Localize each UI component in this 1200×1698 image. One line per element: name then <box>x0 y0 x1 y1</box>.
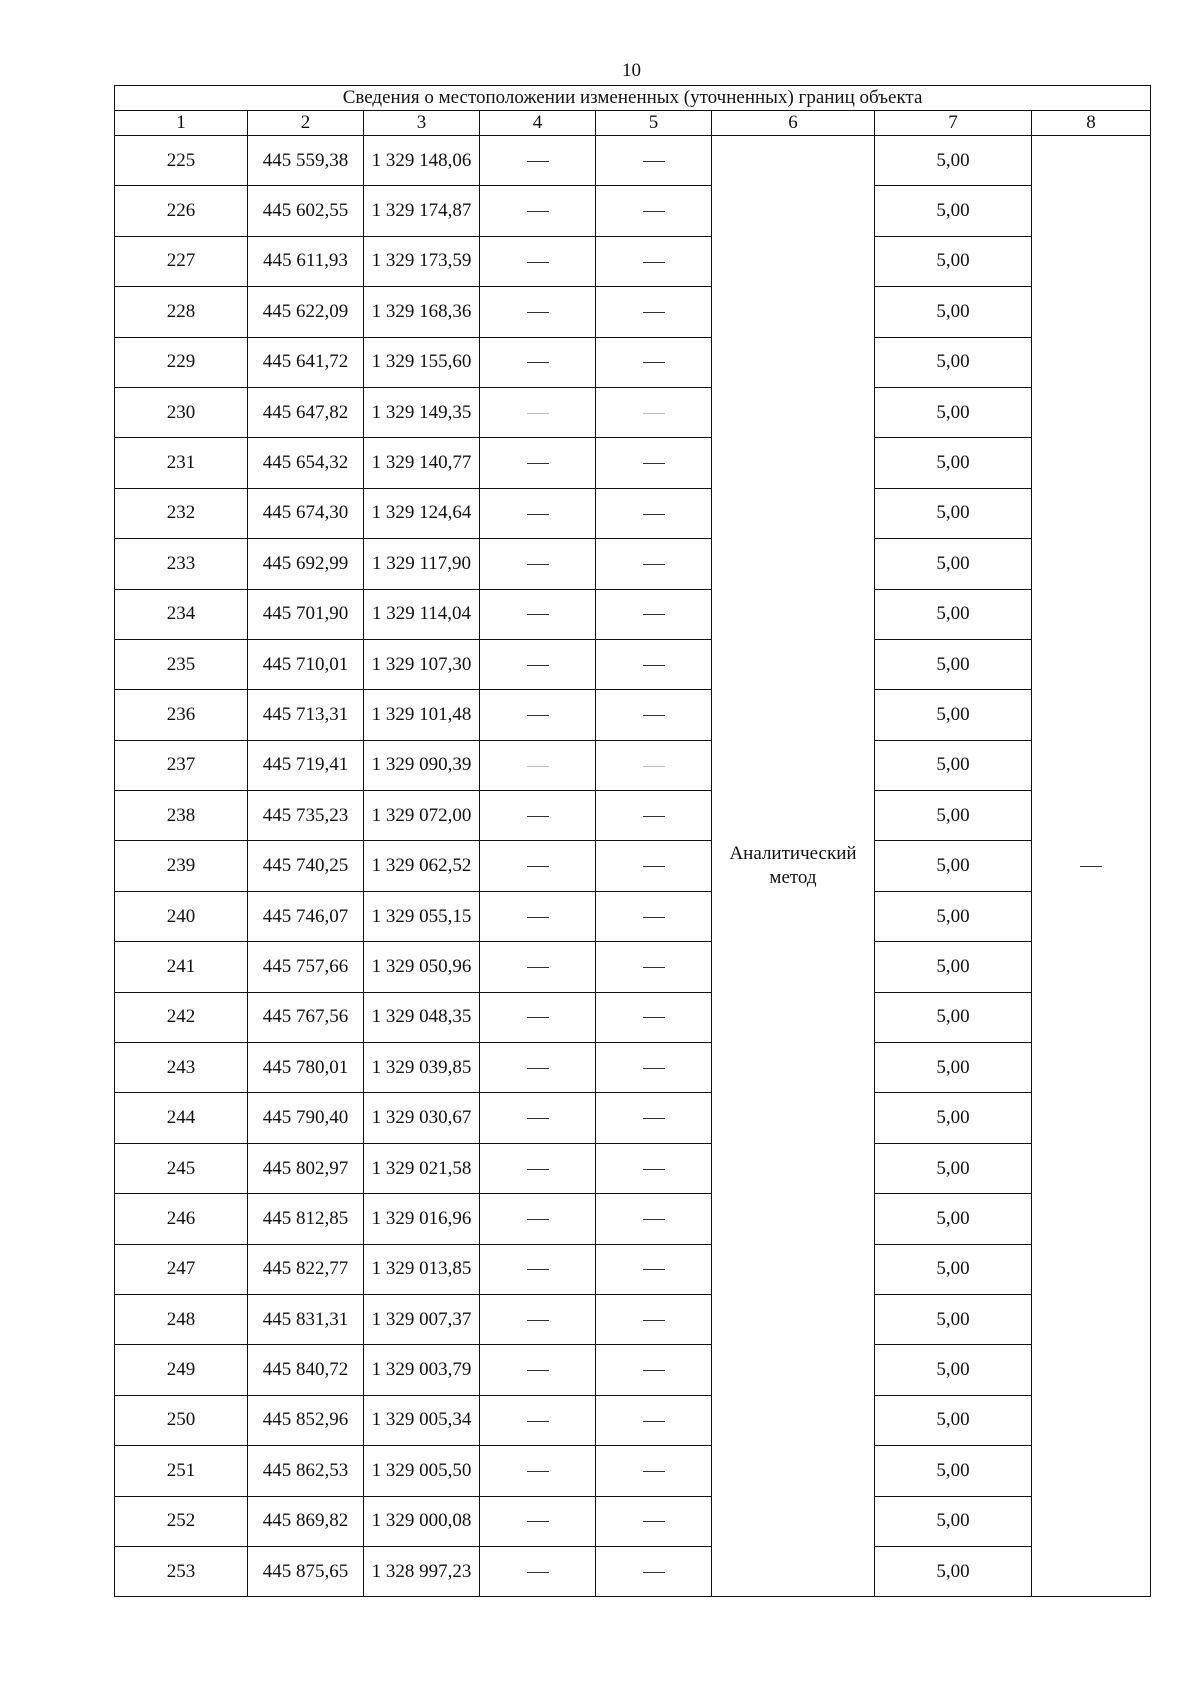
table-row <box>115 488 1151 538</box>
point-number: 235 <box>115 639 248 689</box>
accuracy-value: 5,00 <box>875 690 1032 740</box>
accuracy-value: 5,00 <box>875 1194 1032 1244</box>
point-number: 242 <box>115 992 248 1042</box>
dash-mark <box>527 463 549 464</box>
accuracy-value: 5,00 <box>875 1043 1032 1093</box>
empty-value-dash <box>596 1294 712 1344</box>
accuracy-value: 5,00 <box>875 1395 1032 1445</box>
empty-value-dash <box>480 287 596 337</box>
dash-mark <box>643 161 665 162</box>
table-title: Сведения о местоположении измененных (уточненных) границ объекта <box>115 86 1151 111</box>
point-number: 237 <box>115 740 248 790</box>
point-number: 252 <box>115 1496 248 1546</box>
dash-mark <box>643 766 665 767</box>
empty-value-dash <box>480 1143 596 1193</box>
empty-value-dash <box>480 589 596 639</box>
empty-value-dash <box>596 1446 712 1496</box>
empty-value-dash <box>480 186 596 236</box>
coordinate-y: 1 329 124,64 <box>364 488 480 538</box>
dash-mark <box>527 1572 549 1573</box>
accuracy-value: 5,00 <box>875 841 1032 891</box>
coordinate-x: 445 674,30 <box>248 488 364 538</box>
empty-value-dash <box>480 1496 596 1546</box>
dash-mark <box>643 1572 665 1573</box>
method-text: метод <box>769 867 817 889</box>
dash-mark <box>643 1169 665 1170</box>
dash-mark <box>527 514 549 515</box>
table-row <box>115 841 1151 891</box>
dash-mark <box>527 816 549 817</box>
dash-mark <box>643 362 665 363</box>
accuracy-value: 5,00 <box>875 1244 1032 1294</box>
coordinate-y: 1 329 114,04 <box>364 589 480 639</box>
dash-mark <box>643 917 665 918</box>
accuracy-value: 5,00 <box>875 337 1032 387</box>
coordinate-y: 1 329 155,60 <box>364 337 480 387</box>
coordinate-y: 1 329 016,96 <box>364 1194 480 1244</box>
coordinate-y: 1 329 055,15 <box>364 891 480 941</box>
coordinate-x: 445 831,31 <box>248 1294 364 1344</box>
dash-mark <box>643 564 665 565</box>
accuracy-value: 5,00 <box>875 992 1032 1042</box>
dash-mark <box>643 1017 665 1018</box>
empty-value-dash <box>596 740 712 790</box>
table-row <box>115 992 1151 1042</box>
empty-value-dash <box>596 690 712 740</box>
accuracy-value: 5,00 <box>875 186 1032 236</box>
empty-value-dash <box>596 387 712 437</box>
coordinate-x: 445 869,82 <box>248 1496 364 1546</box>
page-number: 10 <box>622 60 641 81</box>
coordinate-y: 1 329 149,35 <box>364 387 480 437</box>
table-row <box>115 891 1151 941</box>
table-row <box>115 1446 1151 1496</box>
accuracy-value: 5,00 <box>875 287 1032 337</box>
dash-mark <box>1080 866 1102 867</box>
accuracy-value: 5,00 <box>875 1345 1032 1395</box>
coordinate-y: 1 329 013,85 <box>364 1244 480 1294</box>
coordinate-x: 445 812,85 <box>248 1194 364 1244</box>
empty-value-dash <box>596 1395 712 1445</box>
empty-value-dash <box>596 841 712 891</box>
accuracy-value: 5,00 <box>875 387 1032 437</box>
empty-value-dash <box>480 1043 596 1093</box>
coordinate-y: 1 329 148,06 <box>364 136 480 186</box>
table-row <box>115 1143 1151 1193</box>
coordinate-y: 1 329 090,39 <box>364 740 480 790</box>
coordinate-y: 1 329 062,52 <box>364 841 480 891</box>
method-text: Аналитический <box>729 843 857 865</box>
point-number: 232 <box>115 488 248 538</box>
coordinate-y: 1 329 030,67 <box>364 1093 480 1143</box>
point-number: 243 <box>115 1043 248 1093</box>
empty-value-dash <box>596 287 712 337</box>
coordinate-x: 445 713,31 <box>248 690 364 740</box>
table-row <box>115 186 1151 236</box>
coordinate-x: 445 710,01 <box>248 639 364 689</box>
accuracy-value: 5,00 <box>875 539 1032 589</box>
coordinate-x: 445 740,25 <box>248 841 364 891</box>
empty-value-dash <box>596 942 712 992</box>
table-row <box>115 1546 1151 1596</box>
column-number: 3 <box>364 111 480 136</box>
point-number: 238 <box>115 791 248 841</box>
point-number: 227 <box>115 236 248 286</box>
point-number: 228 <box>115 287 248 337</box>
coordinate-y: 1 329 000,08 <box>364 1496 480 1546</box>
dash-mark <box>643 816 665 817</box>
accuracy-value: 5,00 <box>875 236 1032 286</box>
dash-mark <box>643 312 665 313</box>
dash-mark <box>527 766 549 767</box>
dash-mark <box>643 413 665 414</box>
dash-mark <box>643 1219 665 1220</box>
empty-value-dash <box>480 1093 596 1143</box>
empty-value-dash <box>480 1546 596 1596</box>
empty-value-dash <box>596 1043 712 1093</box>
accuracy-value: 5,00 <box>875 589 1032 639</box>
empty-value-dash <box>596 186 712 236</box>
coordinate-y: 1 329 174,87 <box>364 186 480 236</box>
table-row <box>115 690 1151 740</box>
dash-mark <box>527 1471 549 1472</box>
column-number: 6 <box>712 111 875 136</box>
point-number: 229 <box>115 337 248 387</box>
table-row <box>115 1345 1151 1395</box>
column-8-dash <box>1032 136 1151 1597</box>
dash-mark <box>527 866 549 867</box>
coordinate-x: 445 735,23 <box>248 791 364 841</box>
coordinate-x: 445 746,07 <box>248 891 364 941</box>
empty-value-dash <box>596 1244 712 1294</box>
coordinate-x: 445 611,93 <box>248 236 364 286</box>
column-number: 4 <box>480 111 596 136</box>
empty-value-dash <box>596 791 712 841</box>
accuracy-value: 5,00 <box>875 136 1032 186</box>
table-row <box>115 1194 1151 1244</box>
dash-mark <box>527 262 549 263</box>
coordinate-y: 1 329 168,36 <box>364 287 480 337</box>
point-number: 248 <box>115 1294 248 1344</box>
coordinate-x: 445 852,96 <box>248 1395 364 1445</box>
dash-mark <box>527 413 549 414</box>
dash-mark <box>643 1068 665 1069</box>
point-number: 247 <box>115 1244 248 1294</box>
table-row <box>115 438 1151 488</box>
empty-value-dash <box>480 337 596 387</box>
method-cell <box>712 136 875 1597</box>
empty-value-dash <box>480 690 596 740</box>
dash-mark <box>527 665 549 666</box>
coordinate-x: 445 840,72 <box>248 1345 364 1395</box>
coordinate-y: 1 329 007,37 <box>364 1294 480 1344</box>
empty-value-dash <box>596 438 712 488</box>
point-number: 239 <box>115 841 248 891</box>
table-title-row <box>115 86 1151 111</box>
dash-mark <box>527 1521 549 1522</box>
coordinate-y: 1 329 005,50 <box>364 1446 480 1496</box>
empty-value-dash <box>480 387 596 437</box>
empty-value-dash <box>480 1244 596 1294</box>
empty-value-dash <box>480 639 596 689</box>
dash-mark <box>527 1219 549 1220</box>
empty-value-dash <box>480 539 596 589</box>
coordinate-x: 445 862,53 <box>248 1446 364 1496</box>
boundary-coordinates-table <box>114 85 1151 1597</box>
empty-value-dash <box>480 1446 596 1496</box>
coordinate-x: 445 719,41 <box>248 740 364 790</box>
dash-mark <box>643 514 665 515</box>
empty-value-dash <box>596 639 712 689</box>
empty-value-dash <box>480 488 596 538</box>
coordinate-y: 1 329 003,79 <box>364 1345 480 1395</box>
point-number: 244 <box>115 1093 248 1143</box>
coordinate-y: 1 329 039,85 <box>364 1043 480 1093</box>
dash-mark <box>527 564 549 565</box>
coordinate-y: 1 329 101,48 <box>364 690 480 740</box>
accuracy-value: 5,00 <box>875 1093 1032 1143</box>
accuracy-value: 5,00 <box>875 891 1032 941</box>
dash-mark <box>527 312 549 313</box>
point-number: 240 <box>115 891 248 941</box>
table-row <box>115 287 1151 337</box>
accuracy-value: 5,00 <box>875 942 1032 992</box>
empty-value-dash <box>480 1194 596 1244</box>
coordinate-x: 445 701,90 <box>248 589 364 639</box>
dash-mark <box>527 614 549 615</box>
dash-mark <box>643 665 665 666</box>
point-number: 245 <box>115 1143 248 1193</box>
dash-mark <box>643 1320 665 1321</box>
dash-mark <box>527 362 549 363</box>
empty-value-dash <box>596 1496 712 1546</box>
dash-mark <box>643 1370 665 1371</box>
dash-mark <box>527 1118 549 1119</box>
point-number: 251 <box>115 1446 248 1496</box>
coordinate-y: 1 329 173,59 <box>364 236 480 286</box>
accuracy-value: 5,00 <box>875 438 1032 488</box>
dash-mark <box>643 967 665 968</box>
empty-value-dash <box>596 1194 712 1244</box>
dash-mark <box>527 1169 549 1170</box>
coordinate-y: 1 328 997,23 <box>364 1546 480 1596</box>
coordinate-x: 445 757,66 <box>248 942 364 992</box>
point-number: 250 <box>115 1395 248 1445</box>
dash-mark <box>527 1017 549 1018</box>
table-row <box>115 589 1151 639</box>
dash-mark <box>527 161 549 162</box>
column-number: 8 <box>1032 111 1151 136</box>
point-number: 231 <box>115 438 248 488</box>
empty-value-dash <box>480 740 596 790</box>
table-row <box>115 791 1151 841</box>
coordinate-x: 445 822,77 <box>248 1244 364 1294</box>
dash-mark <box>643 211 665 212</box>
column-number-row <box>115 111 1151 136</box>
accuracy-value: 5,00 <box>875 791 1032 841</box>
table-row <box>115 539 1151 589</box>
point-number: 234 <box>115 589 248 639</box>
table-row <box>115 1043 1151 1093</box>
coordinate-x: 445 767,56 <box>248 992 364 1042</box>
table-row <box>115 387 1151 437</box>
table-row <box>115 1395 1151 1445</box>
empty-value-dash <box>596 539 712 589</box>
dash-mark <box>527 1421 549 1422</box>
empty-value-dash <box>596 337 712 387</box>
dash-mark <box>527 211 549 212</box>
coordinate-x: 445 559,38 <box>248 136 364 186</box>
coordinate-y: 1 329 072,00 <box>364 791 480 841</box>
empty-value-dash <box>480 791 596 841</box>
accuracy-value: 5,00 <box>875 488 1032 538</box>
empty-value-dash <box>480 841 596 891</box>
empty-value-dash <box>596 992 712 1042</box>
empty-value-dash <box>480 891 596 941</box>
coordinate-y: 1 329 005,34 <box>364 1395 480 1445</box>
coordinate-y: 1 329 140,77 <box>364 438 480 488</box>
dash-mark <box>527 1370 549 1371</box>
empty-value-dash <box>480 942 596 992</box>
column-number: 7 <box>875 111 1032 136</box>
point-number: 249 <box>115 1345 248 1395</box>
point-number: 233 <box>115 539 248 589</box>
empty-value-dash <box>596 1345 712 1395</box>
column-number: 5 <box>596 111 712 136</box>
accuracy-value: 5,00 <box>875 1143 1032 1193</box>
coordinate-x: 445 790,40 <box>248 1093 364 1143</box>
dash-mark <box>527 1269 549 1270</box>
point-number: 225 <box>115 136 248 186</box>
empty-value-dash <box>596 236 712 286</box>
coordinate-x: 445 780,01 <box>248 1043 364 1093</box>
empty-value-dash <box>596 1093 712 1143</box>
coordinate-x: 445 647,82 <box>248 387 364 437</box>
dash-mark <box>527 715 549 716</box>
accuracy-value: 5,00 <box>875 1446 1032 1496</box>
dash-mark <box>643 866 665 867</box>
coordinate-x: 445 802,97 <box>248 1143 364 1193</box>
coordinate-x: 445 641,72 <box>248 337 364 387</box>
accuracy-value: 5,00 <box>875 1546 1032 1596</box>
coordinate-x: 445 692,99 <box>248 539 364 589</box>
empty-value-dash <box>596 891 712 941</box>
table-row <box>115 136 1151 186</box>
empty-value-dash <box>480 992 596 1042</box>
table-row <box>115 1294 1151 1344</box>
accuracy-value: 5,00 <box>875 639 1032 689</box>
point-number: 226 <box>115 186 248 236</box>
point-number: 246 <box>115 1194 248 1244</box>
dash-mark <box>643 262 665 263</box>
table-row <box>115 1244 1151 1294</box>
empty-value-dash <box>480 1294 596 1344</box>
empty-value-dash <box>596 1143 712 1193</box>
coordinate-x: 445 875,65 <box>248 1546 364 1596</box>
table-row <box>115 639 1151 689</box>
dash-mark <box>643 1421 665 1422</box>
empty-value-dash <box>480 1345 596 1395</box>
dash-mark <box>527 1068 549 1069</box>
table-row <box>115 740 1151 790</box>
coordinate-y: 1 329 021,58 <box>364 1143 480 1193</box>
coordinate-x: 445 654,32 <box>248 438 364 488</box>
empty-value-dash <box>596 1546 712 1596</box>
table-row <box>115 236 1151 286</box>
dash-mark <box>643 1471 665 1472</box>
table-row <box>115 942 1151 992</box>
dash-mark <box>643 715 665 716</box>
column-number: 1 <box>115 111 248 136</box>
point-number: 253 <box>115 1546 248 1596</box>
empty-value-dash <box>596 488 712 538</box>
table-row <box>115 1093 1151 1143</box>
table-row <box>115 337 1151 387</box>
coordinate-y: 1 329 050,96 <box>364 942 480 992</box>
dash-mark <box>527 917 549 918</box>
table-row <box>115 1496 1151 1546</box>
point-number: 230 <box>115 387 248 437</box>
accuracy-value: 5,00 <box>875 1294 1032 1344</box>
dash-mark <box>527 967 549 968</box>
coordinate-y: 1 329 048,35 <box>364 992 480 1042</box>
coordinate-x: 445 602,55 <box>248 186 364 236</box>
accuracy-value: 5,00 <box>875 740 1032 790</box>
coordinate-x: 445 622,09 <box>248 287 364 337</box>
empty-value-dash <box>596 136 712 186</box>
empty-value-dash <box>480 136 596 186</box>
dash-mark <box>643 1269 665 1270</box>
point-number: 241 <box>115 942 248 992</box>
dash-mark <box>527 1320 549 1321</box>
dash-mark <box>643 1118 665 1119</box>
dash-mark <box>643 463 665 464</box>
coordinate-y: 1 329 117,90 <box>364 539 480 589</box>
empty-value-dash <box>596 589 712 639</box>
empty-value-dash <box>480 236 596 286</box>
coordinate-y: 1 329 107,30 <box>364 639 480 689</box>
dash-mark <box>643 1521 665 1522</box>
point-number: 236 <box>115 690 248 740</box>
dash-mark <box>643 614 665 615</box>
column-number: 2 <box>248 111 364 136</box>
empty-value-dash <box>480 1395 596 1445</box>
empty-value-dash <box>480 438 596 488</box>
accuracy-value: 5,00 <box>875 1496 1032 1546</box>
